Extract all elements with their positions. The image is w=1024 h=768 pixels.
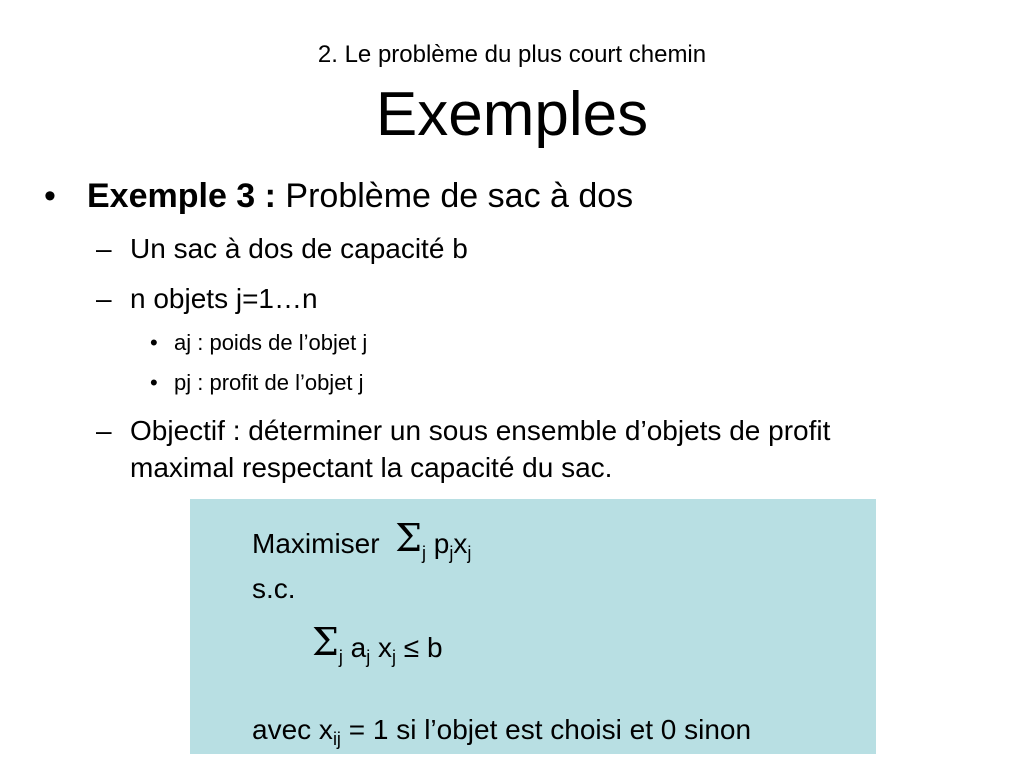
bullet-icon: • bbox=[44, 177, 56, 215]
sigma-symbol: Σ bbox=[395, 516, 422, 560]
subscript: j bbox=[392, 647, 397, 667]
avec-prefix: avec x bbox=[252, 714, 333, 745]
bullet-icon: • bbox=[150, 370, 158, 395]
dash-icon: – bbox=[96, 283, 112, 314]
subscript: ij bbox=[332, 729, 341, 749]
list-item-text: n objets j=1…n bbox=[130, 283, 318, 314]
subscript: j bbox=[366, 647, 371, 667]
maximize-label: Maximiser bbox=[252, 528, 380, 559]
var-x: x bbox=[378, 632, 393, 663]
formula-box bbox=[190, 499, 876, 754]
slide-title: Exemples bbox=[375, 80, 649, 149]
list-item-text: Objectif : déterminer un sous ensemble d’objets de profit maximal respectant la capacité du sac. bbox=[130, 415, 831, 483]
var-x: x bbox=[453, 528, 468, 559]
sub-item-text: pj : profit de l’objet j bbox=[174, 370, 364, 395]
var-b: b bbox=[426, 632, 443, 663]
decision-variable-definition bbox=[252, 713, 751, 756]
objective-function bbox=[252, 516, 472, 570]
bullet-example-3 bbox=[44, 174, 633, 218]
avec-rest: = 1 si l’objet est choisi et 0 sinon bbox=[340, 714, 752, 745]
dash-icon: – bbox=[96, 415, 112, 446]
dash-icon: – bbox=[96, 233, 112, 264]
subscript: j bbox=[338, 647, 343, 667]
bullet-icon: • bbox=[150, 330, 158, 355]
constraint-label: s.c. bbox=[252, 573, 296, 604]
sigma-symbol: Σ bbox=[312, 620, 339, 664]
capacity-constraint bbox=[312, 620, 443, 674]
var-a: a bbox=[350, 632, 367, 663]
list-item-text: Un sac à dos de capacité b bbox=[130, 233, 468, 264]
sub-item-text: aj : poids de l’objet j bbox=[174, 330, 368, 355]
subscript: j bbox=[449, 543, 454, 563]
subscript: j bbox=[467, 543, 472, 563]
var-p: p bbox=[433, 528, 450, 559]
example-label: Exemple 3 : bbox=[87, 177, 276, 215]
example-description: Problème de sac à dos bbox=[275, 177, 634, 215]
subscript: j bbox=[422, 543, 426, 563]
leq-symbol: ≤ bbox=[403, 632, 420, 663]
slide-subtitle: 2. Le problème du plus court chemin bbox=[317, 41, 707, 68]
